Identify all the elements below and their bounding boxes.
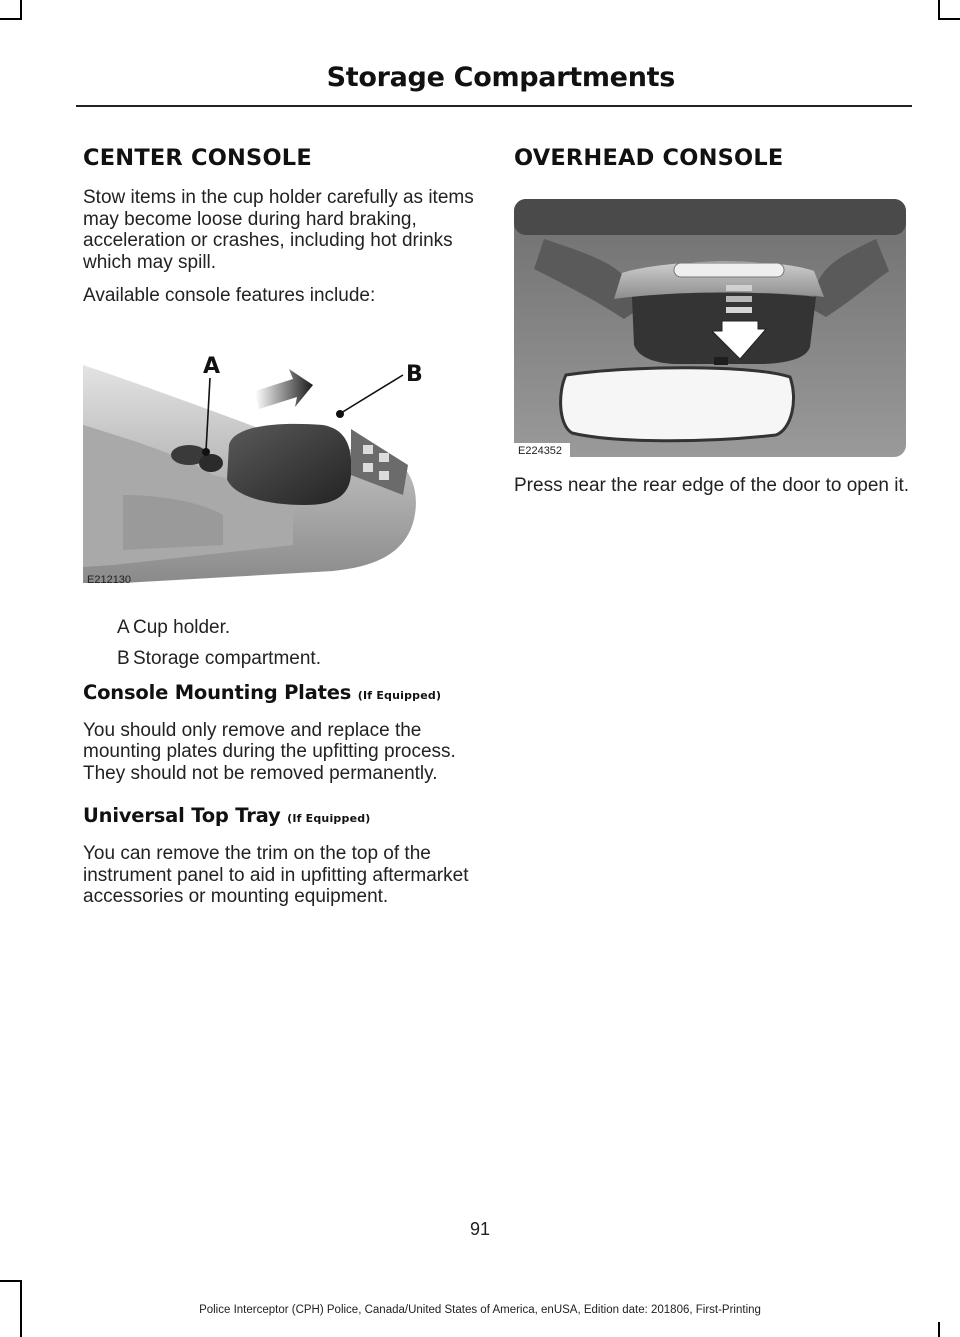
top-tray-title: Universal Top Tray bbox=[83, 804, 281, 827]
right-column bbox=[514, 145, 910, 509]
switch bbox=[379, 471, 389, 480]
center-console-heading: CENTER CONSOLE bbox=[83, 145, 312, 171]
mounting-plates-heading bbox=[83, 681, 479, 704]
callout-dot-b bbox=[336, 410, 344, 418]
callout-line-b bbox=[341, 375, 403, 413]
legend-row bbox=[83, 617, 479, 638]
switch bbox=[379, 453, 389, 462]
crop-mark bbox=[0, 1280, 22, 1282]
center-console-intro: Stow items in the cup holder carefully as items may become loose during hard braking, acceleration or crashes, including hot drinks which may spill. bbox=[83, 187, 474, 273]
overhead-console-heading: OVERHEAD CONSOLE bbox=[514, 145, 784, 171]
cup-holder-rear bbox=[199, 454, 223, 472]
figure-code: E212130 bbox=[87, 573, 132, 586]
crop-mark bbox=[938, 18, 960, 20]
legend-row bbox=[83, 648, 479, 669]
page-number: 91 bbox=[469, 1219, 491, 1239]
overhead-console-illustration bbox=[514, 199, 906, 457]
crop-mark bbox=[0, 18, 22, 20]
center-console-features-intro: Available console features include: bbox=[83, 285, 376, 306]
switch bbox=[363, 463, 373, 472]
callout-label-a: A bbox=[203, 353, 221, 379]
center-console-illustration bbox=[83, 345, 479, 603]
legend-text: Storage compartment. bbox=[133, 647, 321, 669]
armrest-lid bbox=[227, 423, 351, 504]
arrow-icon bbox=[255, 369, 313, 409]
top-tray-text: You can remove the trim on the top of the instrument panel to aid in upfitting aftermarket accessories or mounting equipment. bbox=[83, 843, 469, 907]
crop-mark bbox=[938, 0, 940, 20]
header-rule bbox=[76, 105, 912, 107]
center-console-legend bbox=[83, 617, 479, 669]
arrow-stripe bbox=[726, 307, 752, 313]
page-header-title: Storage Compartments bbox=[326, 62, 675, 93]
page-footer: Police Interceptor (CPH) Police, Canada/United States of America, enUSA, Edition date: 201806, First-Printing bbox=[199, 1304, 761, 1316]
mounting-plates-text: You should only remove and replace the mounting plates during the upfitting process. They should not be removed permanently. bbox=[83, 719, 456, 784]
overhead-console-figure bbox=[514, 199, 906, 457]
dome-light bbox=[674, 263, 784, 277]
legend-key: A bbox=[117, 616, 130, 638]
rearview-mirror bbox=[561, 368, 794, 441]
center-console-figure bbox=[83, 345, 479, 603]
crop-mark bbox=[20, 0, 22, 20]
figure-code: E224352 bbox=[518, 445, 563, 457]
arrow-stripe bbox=[726, 285, 752, 291]
overhead-console-text: Press near the rear edge of the door to open it. bbox=[514, 475, 910, 496]
callout-label-b: B bbox=[406, 361, 423, 387]
top-tray-qualifier: (If Equipped) bbox=[287, 812, 371, 825]
callout-dot-a bbox=[202, 448, 210, 456]
top-tray-heading bbox=[83, 804, 479, 827]
legend-text: Cup holder. bbox=[133, 616, 231, 638]
mounting-plates-qualifier: (If Equipped) bbox=[357, 688, 442, 702]
left-column bbox=[83, 145, 479, 920]
bin-latch bbox=[714, 357, 728, 365]
mounting-plates-title: Console Mounting Plates bbox=[83, 680, 352, 704]
windshield-edge bbox=[514, 199, 906, 235]
crop-mark bbox=[938, 1322, 940, 1337]
switch bbox=[363, 445, 373, 454]
arrow-stripe bbox=[726, 296, 752, 302]
legend-key: B bbox=[117, 647, 130, 669]
